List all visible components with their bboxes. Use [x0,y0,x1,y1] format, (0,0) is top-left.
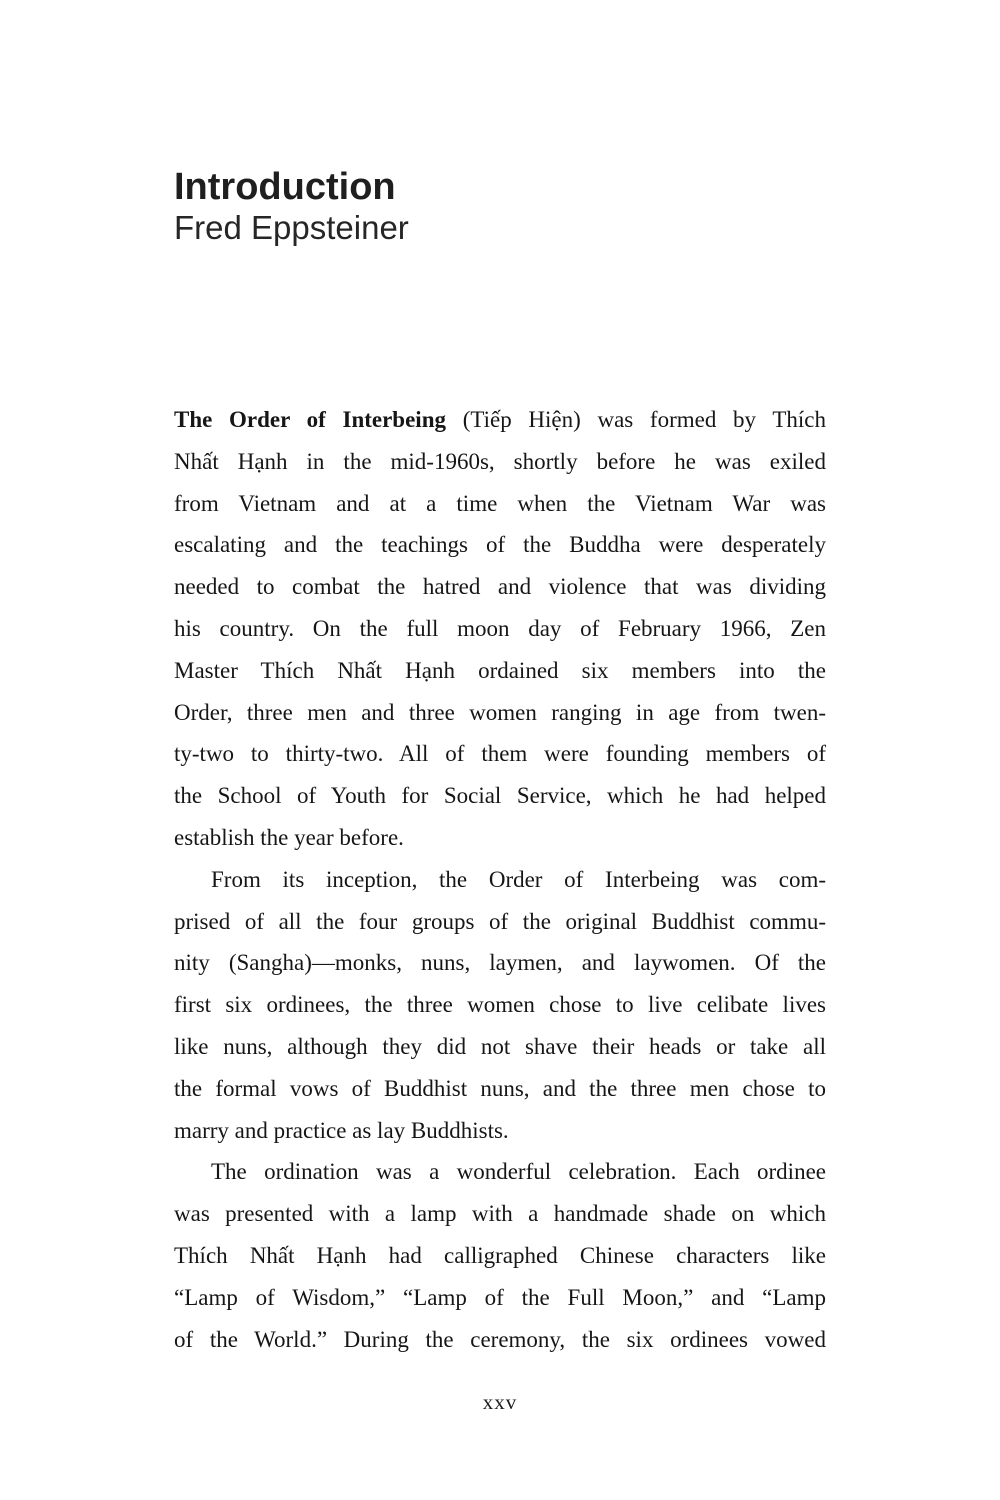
bold-lead-phrase: The Order of Interbeing [174,407,446,432]
text-line: like nuns, although they did not shave their heads or take all [174,1033,826,1059]
text-line: the formal vows of Buddhist nuns, and the three men chose to [174,1075,826,1101]
text-line: Nhất Hạnh in the mid-1960s, shortly before he was exiled [174,448,826,474]
chapter-title: Introduction [174,166,396,208]
text-line: ty-two to thirty-two. All of them were founding members of [174,741,826,767]
text-line: his country. On the full moon day of February 1966, Zen [174,615,826,641]
text-line: marry and practice as lay Buddhists. [174,1117,509,1143]
text-line: The Order of Interbeing (Tiếp Hiện) was formed by Thích [174,407,826,432]
text-line: “Lamp of Wisdom,” “Lamp of the Full Moon,” and “Lamp [174,1284,826,1310]
chapter-author: Fred Eppsteiner [174,209,409,246]
text-line: escalating and the teachings of the Buddha were desperately [174,532,826,558]
chapter-header [174,166,409,248]
text-line: from Vietnam and at a time when the Vietnam War was [174,490,826,516]
page-number: xxv [482,1390,518,1414]
text-line: establish the year before. [174,824,404,850]
text-line: From its inception, the Order of Interbeing was com- [211,866,826,892]
body-text [174,399,826,1360]
text-line: Master Thích Nhất Hạnh ordained six members into the [174,657,826,683]
text-line: The ordination was a wonderful celebration. Each ordinee [211,1159,826,1185]
text-line: the School of Youth for Social Service, which he had helped [174,783,826,809]
text-line: first six ordinees, the three women chose to live celibate lives [174,992,826,1018]
text-line: Thích Nhất Hạnh had calligraphed Chinese characters like [174,1242,826,1268]
text-line: was presented with a lamp with a handmade shade on which [174,1201,826,1227]
text-line: prised of all the four groups of the original Buddhist commu- [174,908,826,934]
text-line: Order, three men and three women ranging in age from twen- [174,699,826,725]
text-line: of the World.” During the ceremony, the six ordinees vowed [174,1326,826,1352]
page-footer [174,1390,826,1415]
text-line: needed to combat the hatred and violence that was dividing [174,574,826,600]
text-line: nity (Sangha)—monks, nuns, laymen, and laywomen. Of the [174,950,826,976]
